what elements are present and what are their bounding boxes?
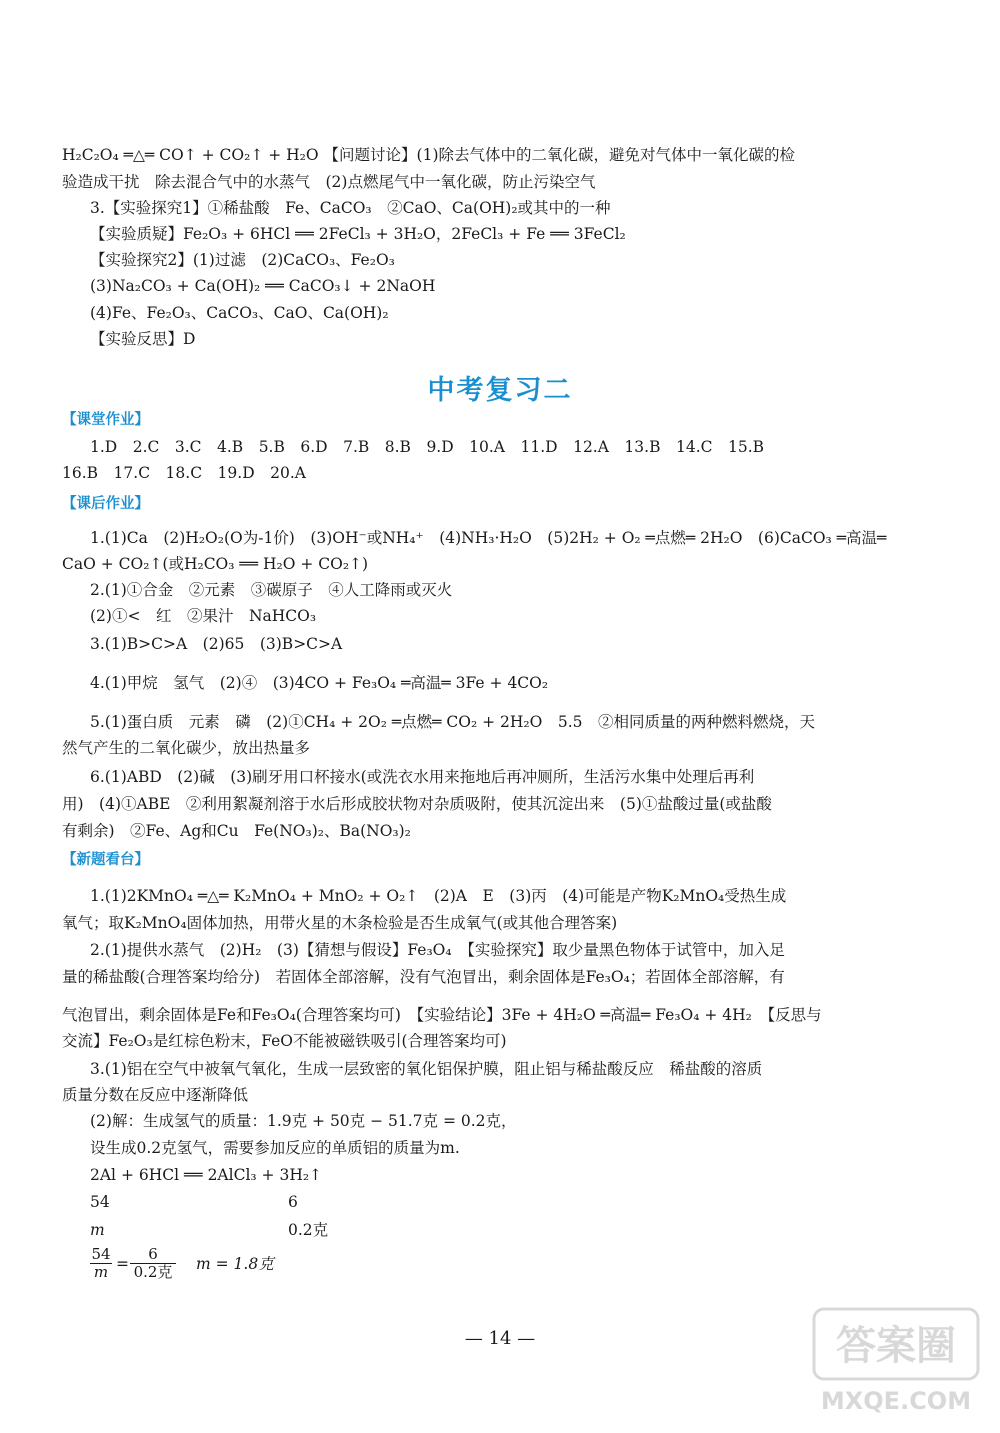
page-number: — 14 — — [464, 1328, 536, 1349]
text-line: 3.(1)B>C>A (2)65 (3)B>C>A — [90, 635, 343, 653]
text-line: 1.D 2.C 3.C 4.B 5.B 6.D 7.B 8.B 9.D 10.A 11.D 12.A 13.B 14.C 15.B — [90, 438, 765, 456]
watermark-logo-icon — [806, 1301, 986, 1421]
text-line: 气泡冒出，剩余固体是Fe和Fe₃O₄(合理答案均可) 【实验结论】3Fe + 4H₂O ═高温═ Fe₃O₄ + 4H₂ 【反思与 — [62, 1006, 822, 1024]
section-tag: 【课堂作业】 — [62, 412, 149, 428]
text-line: 量的稀盐酸(合理答案均给分) 若固体全部溶解，没有气泡冒出，剩余固体是Fe₃O₄；若固体全部溶解，有 — [62, 968, 785, 986]
text-line: CaO + CO₂↑(或H₂CO₃ ══ H₂O + CO₂↑) — [62, 555, 369, 573]
text-line: (2)解：生成氢气的质量：1.9克 + 50克 − 51.7克 = 0.2克， — [90, 1112, 517, 1130]
calc-result: m = 1.8克 — [196, 1255, 274, 1273]
text-line: 5.(1)蛋白质 元素 磷 (2)①CH₄ + 2O₂ ═点燃═ CO₂ + 2H₂O 5.5 ②相同质量的两种燃料燃烧，天 — [90, 713, 816, 731]
text-line: 【实验质疑】Fe₂O₃ + 6HCl ══ 2FeCl₃ + 3H₂O，2FeCl₃ + Fe ══ 3FeCl₂ — [90, 225, 626, 243]
text-line: (3)Na₂CO₃ + Ca(OH)₂ ══ CaCO₃↓ + 2NaOH — [90, 277, 436, 295]
text-line: 2.(1)提供水蒸气 (2)H₂ (3)【猜想与假设】Fe₃O₄ 【实验探究】取少量黑色物体于试管中，加入足 — [90, 941, 785, 959]
text-line: 设生成0.2克氢气，需要参加反应的单质铝的质量为m. — [90, 1139, 460, 1157]
text-line: 【实验反思】D — [90, 330, 196, 348]
text-line: 1.(1)2KMnO₄ ═△═ K₂MnO₄ + MnO₂ + O₂↑ (2)A E (3)丙 (4)可能是产物K₂MnO₄受热生成 — [90, 887, 787, 905]
section-title: 中考复习二 — [427, 375, 573, 406]
text-line: (2)①< 红 ②果汁 NaHCO₃ — [90, 607, 317, 625]
fraction-denominator: 0.2克 — [130, 1263, 176, 1281]
calc-value: 0.2克 — [288, 1221, 329, 1239]
text-line: 1.(1)Ca (2)H₂O₂(O为-1价) (3)OH⁻或NH₄⁺ (4)NH₃·H₂O (5)2H₂ + O₂ ═点燃═ 2H₂O (6)CaCO₃ ═高温═ — [90, 529, 887, 547]
fraction — [130, 1246, 176, 1281]
text-line: 3.(1)铝在空气中被氧气氧化，生成一层致密的氧化铝保护膜，阻止铝与稀盐酸反应 稀盐酸的溶质 — [90, 1060, 763, 1078]
fraction-numerator: 54 — [91, 1245, 111, 1263]
text-line: 2Al + 6HCl ══ 2AlCl₃ + 3H₂↑ — [90, 1166, 323, 1184]
text-line: 2.(1)①合金 ②元素 ③碳原子 ④人工降雨或灭火 — [90, 581, 453, 599]
text-line: 验造成干扰 除去混合气中的水蒸气 (2)点燃尾气中一氧化碳，防止污染空气 — [62, 173, 596, 191]
text-line: 有剩余) ②Fe、Ag和Cu Fe(NO₃)₂、Ba(NO₃)₂ — [62, 822, 411, 840]
equals-sign: = — [116, 1255, 129, 1273]
section-tag: 【新题看台】 — [62, 852, 149, 868]
fraction-numerator: 6 — [148, 1245, 158, 1263]
text-line: 16.B 17.C 18.C 19.D 20.A — [62, 464, 306, 482]
text-line: 然气产生的二氧化碳少，放出热量多 — [62, 739, 311, 757]
text-line: 【实验探究2】(1)过滤 (2)CaCO₃、Fe₂O₃ — [90, 251, 395, 269]
calc-value: 54 — [90, 1193, 110, 1211]
text-line: 氧气；取K₂MnO₄固体加热，用带火星的木条检验是否生成氧气(或其他合理答案) — [62, 914, 618, 932]
calc-value: m — [90, 1221, 105, 1239]
text-line: 4.(1)甲烷 氢气 (2)④ (3)4CO + Fe₃O₄ ═高温═ 3Fe + 4CO₂ — [90, 674, 549, 692]
section-tag: 【课后作业】 — [62, 496, 149, 512]
text-line: 交流】Fe₂O₃是红棕色粉末，FeO不能被磁铁吸引(合理答案均可) — [62, 1032, 507, 1050]
text-line: 6.(1)ABD (2)碱 (3)刷牙用口杯接水(或洗衣水用来拖地后再冲厕所，生活污水集中处理后再利 — [90, 768, 755, 786]
text-line: 3.【实验探究1】①稀盐酸 Fe、CaCO₃ ②CaO、Ca(OH)₂或其中的一种 — [90, 199, 611, 217]
watermark-bottom-text: MXQE.COM — [820, 1387, 972, 1415]
text-line: (4)Fe、Fe₂O₃、CaCO₃、CaO、Ca(OH)₂ — [90, 304, 389, 322]
text-line: 用) (4)①ABE ②利用絮凝剂溶于水后形成胶状物对杂质吸附，使其沉淀出来 (5)①盐酸过量(或盐酸 — [62, 795, 772, 813]
calc-value: 6 — [288, 1193, 298, 1211]
text-line: 质量分数在反应中逐渐降低 — [62, 1086, 249, 1104]
fraction — [90, 1246, 112, 1281]
fraction-denominator: m — [90, 1263, 112, 1281]
text-line: H₂C₂O₄ ═△═ CO↑ + CO₂↑ + H₂O 【问题讨论】(1)除去气体中的二氧化碳，避免对气体中一氧化碳的检 — [62, 146, 795, 164]
watermark-top-text: 答案圈 — [836, 1323, 956, 1369]
